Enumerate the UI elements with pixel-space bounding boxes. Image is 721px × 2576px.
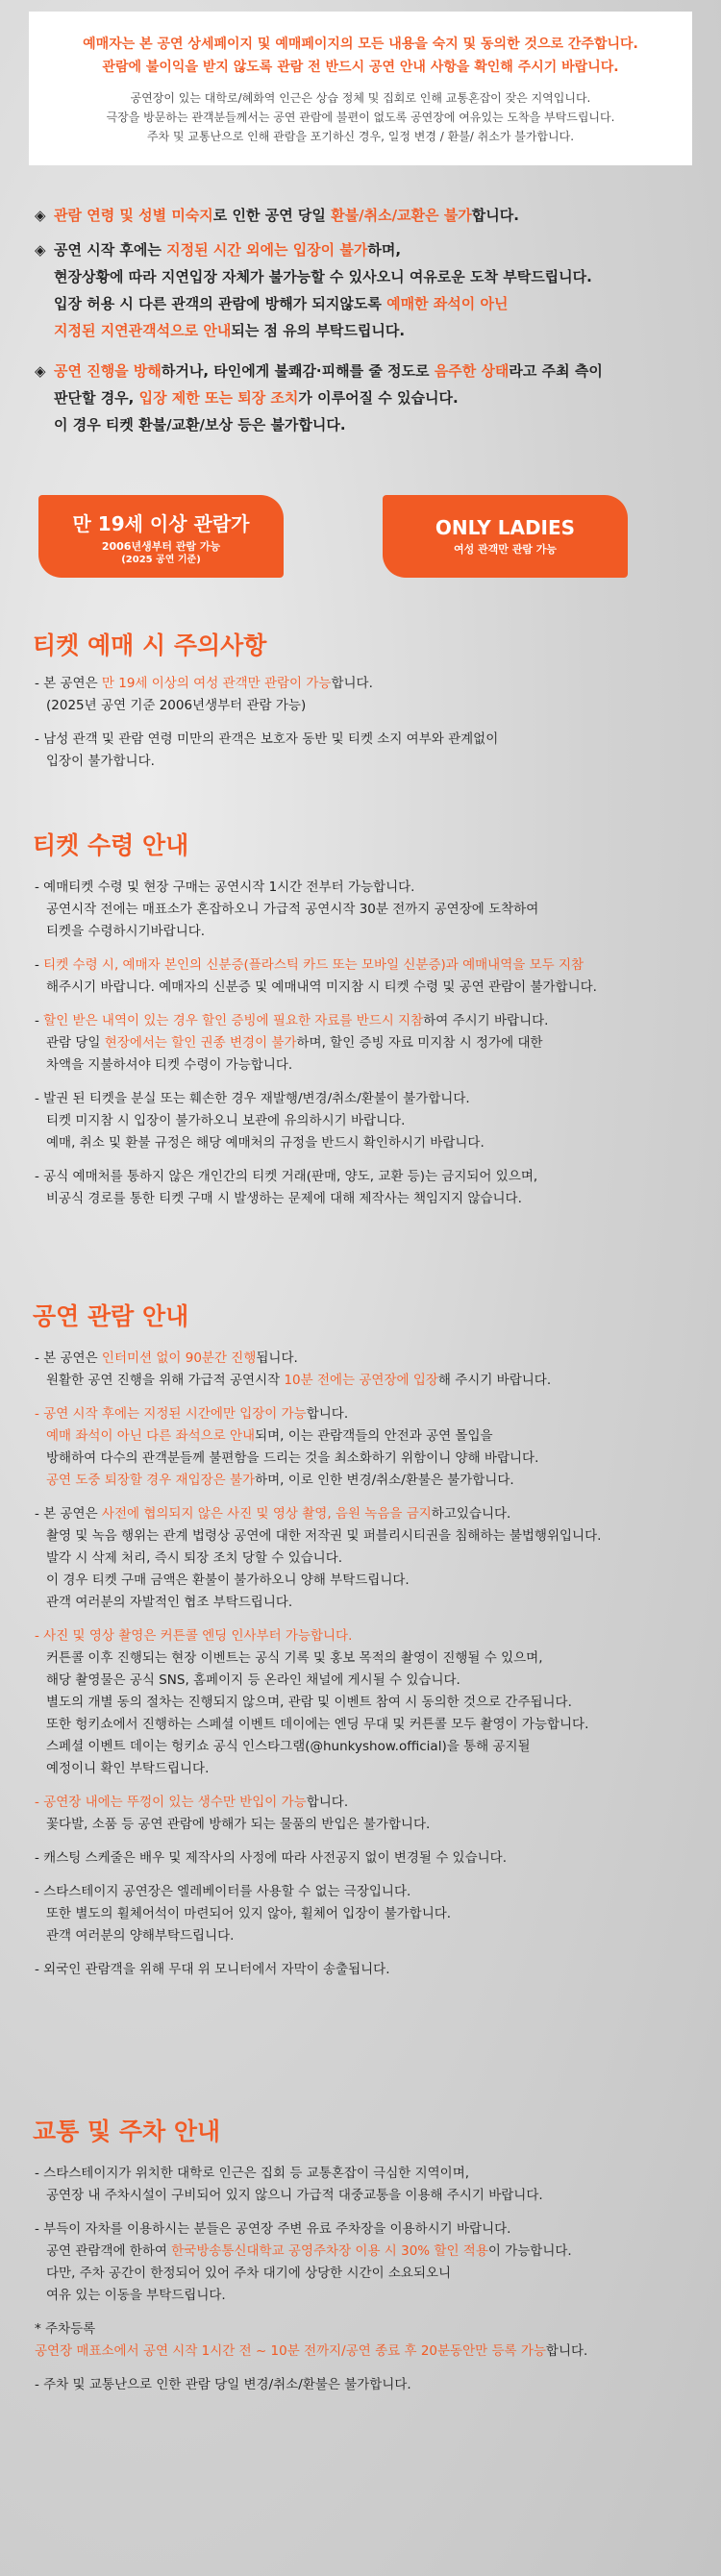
section-title: 티켓 수령 안내: [33, 831, 189, 859]
text: 공연 시작 후에는: [54, 241, 167, 259]
text: 또한 별도의 휠체어석이 마련되어 있지 않아, 휠체어 입장이 불가합니다.: [46, 1906, 452, 1921]
text: 방해하여 다수의 관객분들께 불편함을 드리는 것을 최소화하기 위함이니 양해 바랍니다.: [46, 1450, 539, 1466]
notice-line: 예매자는 본 공연 상세페이지 및 예매페이지의 모든 내용을 숙지 및 동의한 것으로 간주합니다.: [83, 37, 638, 52]
text: 합니다.: [545, 2343, 588, 2359]
highlight: - 공연 시작 후에는 지정된 시간에만 입장이 가능: [35, 1406, 307, 1422]
text: 원활한 공연 진행을 위해 가급적 공연시작: [46, 1373, 285, 1388]
text: -: [35, 957, 44, 973]
section-4-body: [35, 2163, 698, 2396]
text: 입장 허용 시 다른 관객의 관람에 방해가 되지않도록: [54, 295, 387, 312]
text: - 외국인 관람객을 위해 무대 위 모니터에서 자막이 송출됩니다.: [35, 1962, 390, 1977]
text: 하며, 이로 인한 변경/취소/환불은 불가합니다.: [255, 1473, 514, 1488]
highlight: 공연장 매표소에서 공연 시작 1시간 전 ~ 10분 전까지/공연 종료 후 20분동안만 등록 가능: [35, 2343, 546, 2359]
highlight: 사전에 협의되지 않은 사진 및 영상 촬영, 음원 녹음을 금지: [101, 1506, 432, 1522]
text: 합니다.: [471, 207, 519, 224]
notice-gray-text: [46, 88, 675, 146]
text: 여유 있는 이동을 부탁드립니다.: [46, 2288, 226, 2303]
diamond-icon: ◈: [35, 362, 46, 380]
text: 하고있습니다.: [431, 1506, 511, 1522]
text: 하거나, 타인에게 불쾌감·피해를 줄 정도로: [161, 362, 435, 380]
highlight: 인터미션 없이 90분간 진행: [101, 1350, 257, 1366]
text: - 본 공연은: [35, 676, 102, 691]
text: 비공식 경로를 통한 티켓 구매 시 발생하는 문제에 대해 제작사는 책임지지 않습니다.: [46, 1191, 522, 1206]
text: 스페셜 이벤트 데이는 헝키쇼 공식 인스타그램(@hunkyshow.official)을 통해 공지될: [46, 1739, 531, 1754]
warning-3: [35, 358, 698, 438]
highlight: 만 19세 이상의 여성 관객만 관람이 가능: [101, 676, 332, 691]
section-title: 공연 관람 안내: [33, 1302, 189, 1330]
text: - 본 공연은: [35, 1506, 102, 1522]
highlight: - 사진 및 영상 촬영은 커튼콜 엔딩 인사부터 가능합니다.: [35, 1628, 353, 1644]
warning-2: [35, 236, 698, 344]
text: 다만, 주차 공간이 한정되어 있어 주차 대기에 상당한 시간이 소요되오니: [46, 2266, 452, 2281]
text: 현장상황에 따라 지연입장 자체가 불가능할 수 있사오니 여유로운 도착 부탁드립니다.: [54, 268, 592, 285]
highlight: 공연 도중 퇴장할 경우 재입장은 불가: [46, 1473, 256, 1488]
highlight: 관람 연령 및 성별 미숙지: [54, 207, 213, 224]
text: 예매, 취소 및 환불 규정은 해당 예매처의 규정을 반드시 확인하시기 바랍니다.: [46, 1135, 485, 1151]
text: - 남성 관객 및 관람 연령 미만의 관객은 보호자 동반 및 티켓 소지 여부와 관계없이: [35, 731, 499, 747]
text: 발각 시 삭제 처리, 즉시 퇴장 조치 당할 수 있습니다.: [46, 1550, 343, 1566]
badge-title: ONLY LADIES: [435, 516, 576, 539]
warning-1: [35, 202, 698, 229]
highlight: 공연 진행을 방해: [54, 362, 162, 380]
notice-line: 관람에 불이익을 받지 않도록 관람 전 반드시 공연 안내 사항을 확인해 주시기 바랍니다.: [102, 60, 619, 75]
text: 해 주시기 바랍니다.: [437, 1373, 552, 1388]
text: 되는 점 유의 부탁드립니다.: [231, 322, 406, 339]
text: 공연장 내 주차시설이 구비되어 있지 않으니 가급적 대중교통을 이용해 주시기 바랍니다.: [46, 2188, 543, 2203]
highlight: 음주한 상태: [434, 362, 510, 380]
badge-subtitle: 여성 관객만 관람 가능: [453, 543, 558, 556]
highlight: - 공연장 내에는 뚜껑이 있는 생수만 반입이 가능: [35, 1795, 307, 1810]
text: - 공식 예매처를 통하지 않은 개인간의 티켓 거래(판매, 양도, 교환 등)는 금지되어 있으며,: [35, 1169, 538, 1184]
diamond-icon: ◈: [35, 207, 46, 224]
text: 하며, 할인 증빙 자료 미지참 시 정가에 대한: [296, 1035, 543, 1051]
text: 합니다.: [306, 1406, 349, 1422]
text: 이 경우 티켓 구매 금액은 환불이 불가하오니 양해 부탁드립니다.: [46, 1573, 410, 1588]
text: 꽃다발, 소품 등 공연 관람에 방해가 되는 물품의 반입은 불가합니다.: [46, 1817, 431, 1832]
badge-subtitle: (2025 공연 기준): [121, 555, 201, 565]
highlight: 환불/취소/교환은 불가: [331, 207, 472, 224]
text: 입장이 불가합니다.: [46, 754, 155, 769]
text: - 스타스테이지가 위치한 대학로 인근은 집회 등 교통혼잡이 극심한 지역이며,: [35, 2166, 470, 2181]
text: 촬영 및 녹음 행위는 관계 법령상 공연에 대한 저작권 및 퍼블리시티권을 침해하는 불법행위입니다.: [46, 1528, 602, 1544]
text: 공연 관람객에 한하여: [46, 2243, 172, 2259]
text: -: [35, 1013, 44, 1028]
text: 차액을 지불하셔야 티켓 수령이 가능합니다.: [46, 1057, 293, 1073]
text: 이 가능합니다.: [487, 2243, 572, 2259]
text: 공연시작 전에는 매표소가 혼잡하오니 가급적 공연시작 30분 전까지 공연장에 도착하여: [46, 902, 539, 917]
diamond-icon: ◈: [35, 241, 46, 259]
text: (2025년 공연 기준 2006년생부터 관람 가능): [46, 698, 307, 713]
text: 판단할 경우,: [54, 389, 139, 407]
highlight: 지정된 지연관객석으로 안내: [54, 322, 232, 339]
notice-box: [29, 12, 692, 165]
text: 하며,: [367, 241, 402, 259]
text: - 예매티켓 수령 및 현장 구매는 공연시작 1시간 전부터 가능합니다.: [35, 879, 415, 895]
text: 별도의 개별 동의 절차는 진행되지 않으며, 관람 및 이벤트 참여 시 동의한 것으로 간주됩니다.: [46, 1695, 572, 1710]
notice-gray-line: 극장을 방문하는 관객분들께서는 공연 관람에 불편이 없도록 공연장에 여유있는 도착을 부탁드립니다.: [106, 111, 615, 124]
text: 해당 촬영물은 공식 SNS, 홈페이지 등 온라인 채널에 게시될 수 있습니다.: [46, 1672, 460, 1688]
section-2-body: [35, 877, 698, 1210]
text: 로 인한 공연 당일: [212, 207, 332, 224]
notice-gray-line: 주차 및 교통난으로 인해 관람을 포기하신 경우, 일정 변경 / 환불/ 취소가 불가합니다.: [146, 130, 575, 143]
text: 되며, 이는 관람객들의 안전과 공연 몰입을: [255, 1428, 493, 1444]
text: 합니다.: [306, 1795, 349, 1810]
text: 라고 주최 측이: [509, 362, 603, 380]
highlight: 입장 제한 또는 퇴장 조치: [138, 389, 299, 407]
age-badge: [38, 495, 284, 578]
highlight: 한국방송통신대학교 공영주차장 이용 시 30% 할인 적용: [171, 2243, 488, 2259]
text: 이 경우 티켓 환불/교환/보상 등은 불가합니다.: [54, 416, 346, 433]
text: 하여 주시기 바랍니다.: [423, 1013, 549, 1028]
text: 관객 여러분의 자발적인 협조 부탁드립니다.: [46, 1595, 293, 1610]
section-1-body: [35, 673, 698, 773]
text: 관객 여러분의 양해부탁드립니다.: [46, 1928, 235, 1944]
text: 티켓을 수령하시기바랍니다.: [46, 924, 206, 939]
highlight: 예매 좌석이 아닌 다른 좌석으로 안내: [46, 1428, 256, 1444]
highlight: 할인 받은 내역이 있는 경우 할인 증빙에 필요한 자료를 반드시 지참: [43, 1013, 424, 1028]
text: 예정이니 확인 부탁드립니다.: [46, 1761, 210, 1776]
text: - 스타스테이지 공연장은 엘레베이터를 사용할 수 없는 극장입니다.: [35, 1884, 411, 1899]
text: 해주시기 바랍니다. 예매자의 신분증 및 예매내역 미지참 시 티켓 수령 및 공연 관람이 불가합니다.: [46, 979, 597, 995]
text: 티켓 미지참 시 입장이 불가하오니 보관에 유의하시기 바랍니다.: [46, 1113, 406, 1128]
text: - 본 공연은: [35, 1350, 102, 1366]
section-title: 티켓 예매 시 주의사항: [33, 632, 267, 659]
highlight: 현장에서는 할인 권종 변경이 불가: [104, 1035, 297, 1051]
highlight: 예매한 좌석이 아닌: [386, 295, 509, 312]
highlight: 지정된 시간 외에는 입장이 불가: [166, 241, 368, 259]
badge-subtitle: 2006년생부터 관람 가능: [101, 540, 221, 553]
notice-gray-line: 공연장이 있는 대학로/혜화역 인근은 상습 정체 및 집회로 인해 교통혼잡이 잦은 지역입니다.: [130, 91, 591, 105]
text: 합니다.: [331, 676, 373, 691]
text: 가 이루어질 수 있습니다.: [298, 389, 459, 407]
text: - 주차 및 교통난으로 인한 관람 당일 변경/취소/환불은 불가합니다.: [35, 2377, 411, 2392]
text: 또한 헝키쇼에서 진행하는 스페셜 이벤트 데이에는 엔딩 무대 및 커튼콜 모두 촬영이 가능합니다.: [46, 1717, 589, 1732]
highlight: 10분 전에는 공연장에 입장: [284, 1373, 438, 1388]
highlight: 티켓 수령 시, 예매자 본인의 신분증(플라스틱 카드 또는 모바일 신분증)과 예매내역을 모두 지참: [43, 957, 584, 973]
section-3-body: [35, 1348, 698, 1981]
text: * 주차등록: [35, 2321, 96, 2337]
ladies-badge: [383, 495, 628, 578]
section-title: 교통 및 주차 안내: [33, 2118, 221, 2145]
text: 됩니다.: [256, 1350, 298, 1366]
badge-title: 만 19세 이상 관람가: [72, 512, 250, 535]
text: - 캐스팅 스케줄은 배우 및 제작사의 사정에 따라 사전공지 없이 변경될 수 있습니다.: [35, 1850, 508, 1866]
text: 커튼콜 이후 진행되는 현장 이벤트는 공식 기록 및 홍보 목적의 촬영이 진행될 수 있으며,: [46, 1650, 543, 1666]
text: 관람 당일: [46, 1035, 105, 1051]
text: - 부득이 자차를 이용하시는 분들은 공연장 주변 유료 주차장을 이용하시기 바랍니다.: [35, 2221, 511, 2237]
text: - 발권 된 티켓을 분실 또는 훼손한 경우 재발행/변경/취소/환불이 불가합니다.: [35, 1091, 470, 1106]
